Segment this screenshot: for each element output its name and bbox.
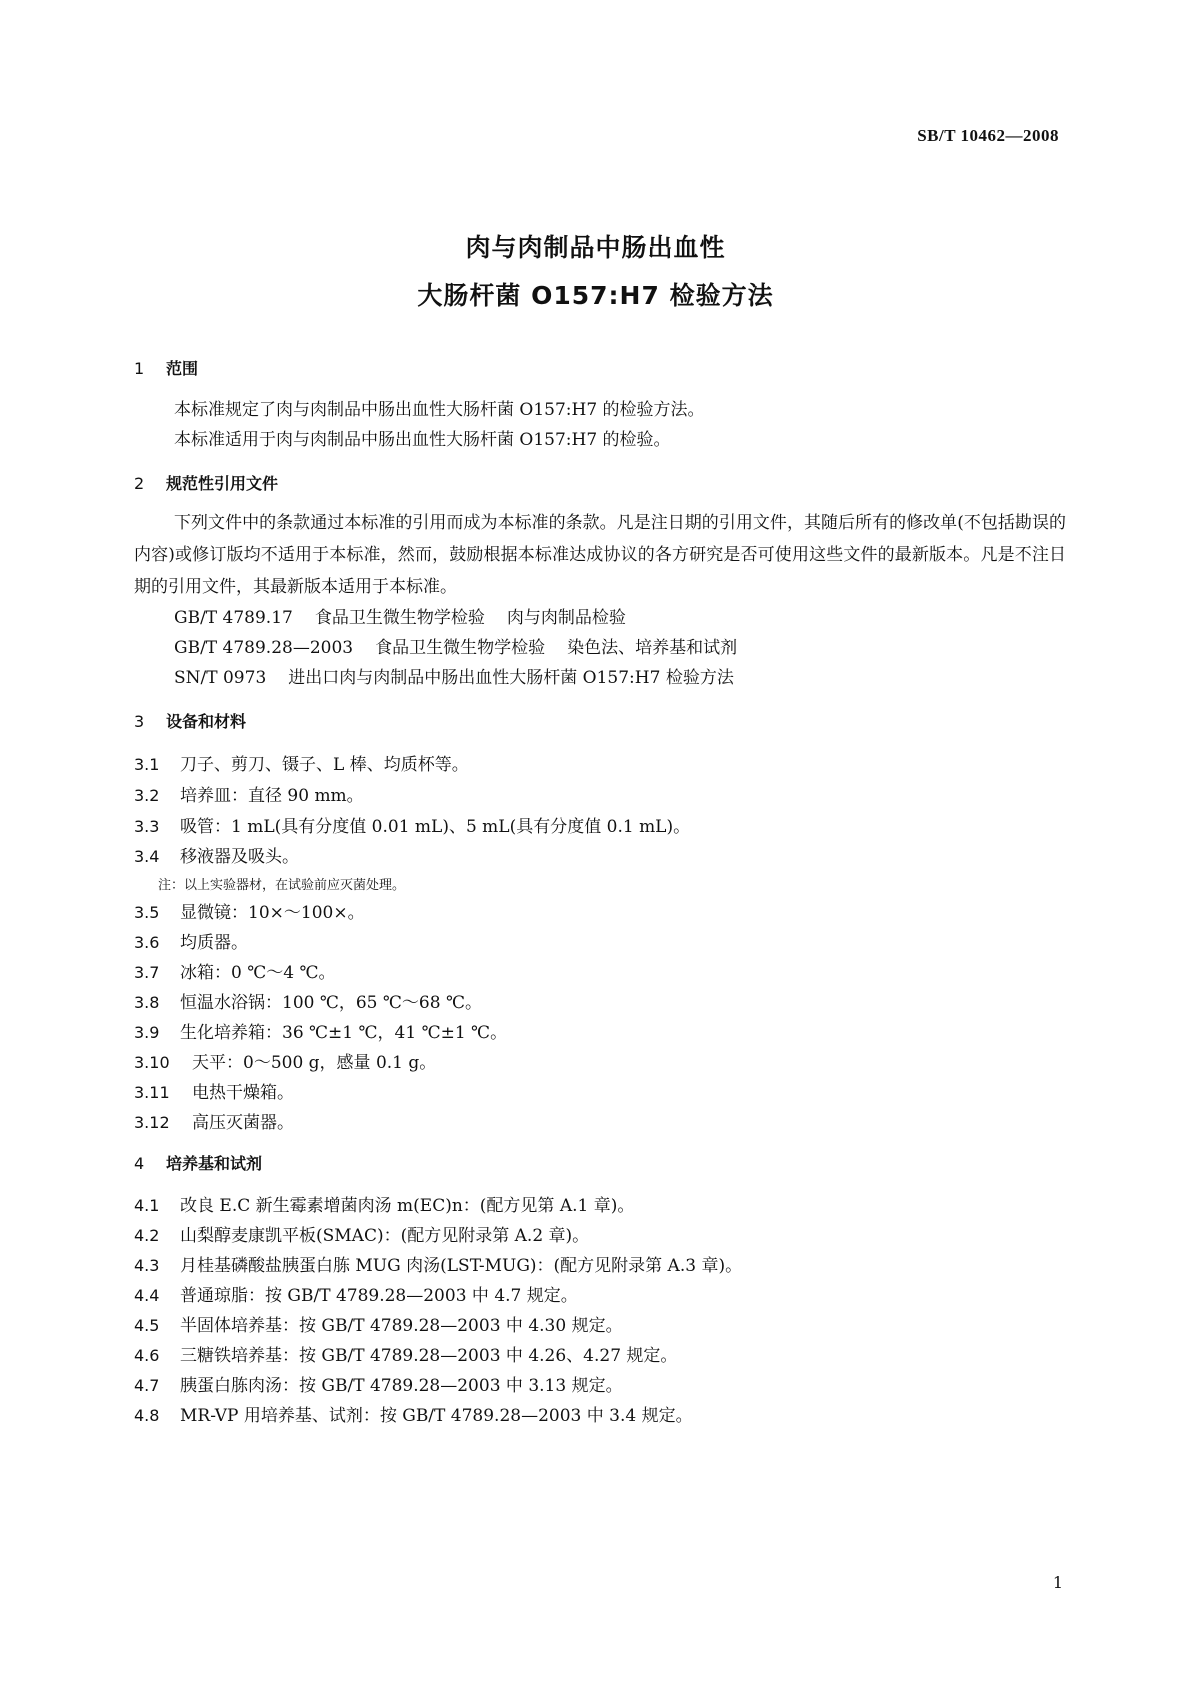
item-text: MR-VP 用培养基、试剂：按 GB/T 4789.28—2003 中 3.4 规定。 xyxy=(180,1406,693,1426)
item-text: 高压灭菌器。 xyxy=(192,1113,294,1133)
item-number: 4.3 xyxy=(134,1256,160,1275)
section-number: 3 xyxy=(134,712,145,731)
item-number: 3.5 xyxy=(134,903,160,922)
reference-item xyxy=(174,603,648,628)
section-number: 1 xyxy=(134,359,145,378)
section-2-heading xyxy=(134,471,278,494)
reference-item xyxy=(174,633,759,658)
item-text: 改良 E.C 新生霉素增菌肉汤 m(EC)n：(配方见第 A.1 章)。 xyxy=(180,1196,635,1216)
reference-code: SN/T 0973 xyxy=(174,668,267,688)
section-1-paragraph-2: 本标准适用于肉与肉制品中肠出血性大肠杆菌 O157:H7 的检验。 xyxy=(174,430,671,450)
section-3-heading xyxy=(134,709,246,732)
item-number: 3.2 xyxy=(134,786,160,805)
item-number: 3.4 xyxy=(134,847,160,866)
item-number: 4.4 xyxy=(134,1286,160,1305)
list-item xyxy=(134,958,335,983)
list-item xyxy=(134,781,364,806)
list-item xyxy=(134,1191,634,1216)
document-title-line-2: 大肠杆菌 O157:H7 检验方法 xyxy=(417,281,774,310)
list-item xyxy=(134,1048,436,1073)
item-number: 3.6 xyxy=(134,933,160,952)
list-item xyxy=(134,898,365,923)
section-number: 4 xyxy=(134,1154,145,1173)
list-item xyxy=(134,842,299,867)
reference-title: 食品卫生微生物学检验 xyxy=(375,638,546,658)
item-number: 3.12 xyxy=(134,1113,170,1132)
section-title: 范围 xyxy=(166,359,199,378)
item-text: 冰箱：0 ℃～4 ℃。 xyxy=(180,963,336,983)
item-number: 4.8 xyxy=(134,1406,160,1425)
item-text: 显微镜：10×～100×。 xyxy=(180,903,365,923)
list-item xyxy=(134,1371,623,1396)
item-text: 电热干燥箱。 xyxy=(192,1083,294,1103)
item-text: 生化培养箱：36 ℃±1 ℃，41 ℃±1 ℃。 xyxy=(180,1023,508,1043)
reference-title: 食品卫生微生物学检验 xyxy=(314,608,485,628)
item-text: 月桂基磷酸盐胰蛋白胨 MUG 肉汤(LST-MUG)：(配方见附录第 A.3 章)。 xyxy=(180,1256,743,1276)
list-item xyxy=(134,1018,507,1043)
item-text: 均质器。 xyxy=(180,933,248,953)
reference-title: 进出口肉与肉制品中肠出血性大肠杆菌 O157:H7 检验方法 xyxy=(288,668,734,688)
reference-code: GB/T 4789.17 xyxy=(174,608,293,628)
item-text: 吸管：1 mL(具有分度值 0.01 mL)、5 mL(具有分度值 0.1 mL)。 xyxy=(180,817,691,837)
item-text: 三糖铁培养基：按 GB/T 4789.28—2003 中 4.26、4.27 规定。 xyxy=(180,1346,678,1366)
list-item xyxy=(134,1311,623,1336)
item-text: 普通琼脂：按 GB/T 4789.28—2003 中 4.7 规定。 xyxy=(180,1286,578,1306)
section-title: 培养基和试剂 xyxy=(166,1154,263,1173)
note-text: 注：以上实验器材，在试验前应灭菌处理。 xyxy=(158,878,406,893)
item-text: 刀子、剪刀、镊子、L 棒、均质杯等。 xyxy=(180,755,469,775)
item-number: 3.3 xyxy=(134,817,160,836)
item-number: 4.1 xyxy=(134,1196,160,1215)
list-item xyxy=(134,988,482,1013)
item-text: 恒温水浴锅：100 ℃，65 ℃～68 ℃。 xyxy=(180,993,482,1013)
reference-item xyxy=(174,663,756,688)
item-number: 3.10 xyxy=(134,1053,170,1072)
section-4-heading xyxy=(134,1151,262,1174)
document-title-line-1: 肉与肉制品中肠出血性 xyxy=(465,233,726,262)
reference-code: GB/T 4789.28—2003 xyxy=(174,638,354,658)
item-text: 培养皿：直径 90 mm。 xyxy=(180,786,364,806)
list-item xyxy=(134,1221,589,1246)
list-item xyxy=(134,750,469,775)
page-number: 1 xyxy=(1052,1573,1063,1592)
item-text: 移液器及吸头。 xyxy=(180,847,299,867)
section-1-heading xyxy=(134,356,198,379)
item-text: 山梨醇麦康凯平板(SMAC)：(配方见附录第 A.2 章)。 xyxy=(180,1226,590,1246)
item-text: 胰蛋白胨肉汤：按 GB/T 4789.28—2003 中 3.13 规定。 xyxy=(180,1376,623,1396)
item-number: 4.5 xyxy=(134,1316,160,1335)
list-item xyxy=(134,1401,693,1426)
item-number: 4.7 xyxy=(134,1376,160,1395)
list-item xyxy=(134,1281,578,1306)
section-number: 2 xyxy=(134,474,145,493)
item-text: 半固体培养基：按 GB/T 4789.28—2003 中 4.30 规定。 xyxy=(180,1316,623,1336)
item-number: 3.7 xyxy=(134,963,160,982)
item-number: 3.8 xyxy=(134,993,160,1012)
item-number: 4.2 xyxy=(134,1226,160,1245)
item-number: 3.11 xyxy=(134,1083,170,1102)
section-2-intro-paragraph: 下列文件中的条款通过本标准的引用而成为本标准的条款。凡是注日期的引用文件，其随后所有的修改单(不包括勘误的内容)或修订版均不适用于本标准，然而，鼓励根据本标准达成协议的各方研究是否可使用这些文件的最新版本。凡是不注日期的引用文件，其最新版本适用于本标准。 xyxy=(134,513,1066,597)
list-item xyxy=(134,1108,294,1133)
section-title: 规范性引用文件 xyxy=(166,474,279,493)
item-number: 3.9 xyxy=(134,1023,160,1042)
list-item xyxy=(134,928,248,953)
item-number: 4.6 xyxy=(134,1346,160,1365)
list-item xyxy=(134,812,690,837)
section-1-paragraph-1: 本标准规定了肉与肉制品中肠出血性大肠杆菌 O157:H7 的检验方法。 xyxy=(174,400,705,420)
section-title: 设备和材料 xyxy=(166,712,247,731)
list-item xyxy=(134,1251,742,1276)
item-number: 3.1 xyxy=(134,755,160,774)
item-text: 天平：0～500 g，感量 0.1 g。 xyxy=(192,1053,437,1073)
reference-subtitle: 染色法、培养基和试剂 xyxy=(567,638,738,658)
list-item xyxy=(134,1341,677,1366)
standard-code: SB/T 10462—2008 xyxy=(917,126,1059,145)
list-item xyxy=(134,1078,294,1103)
reference-subtitle: 肉与肉制品检验 xyxy=(506,608,626,628)
